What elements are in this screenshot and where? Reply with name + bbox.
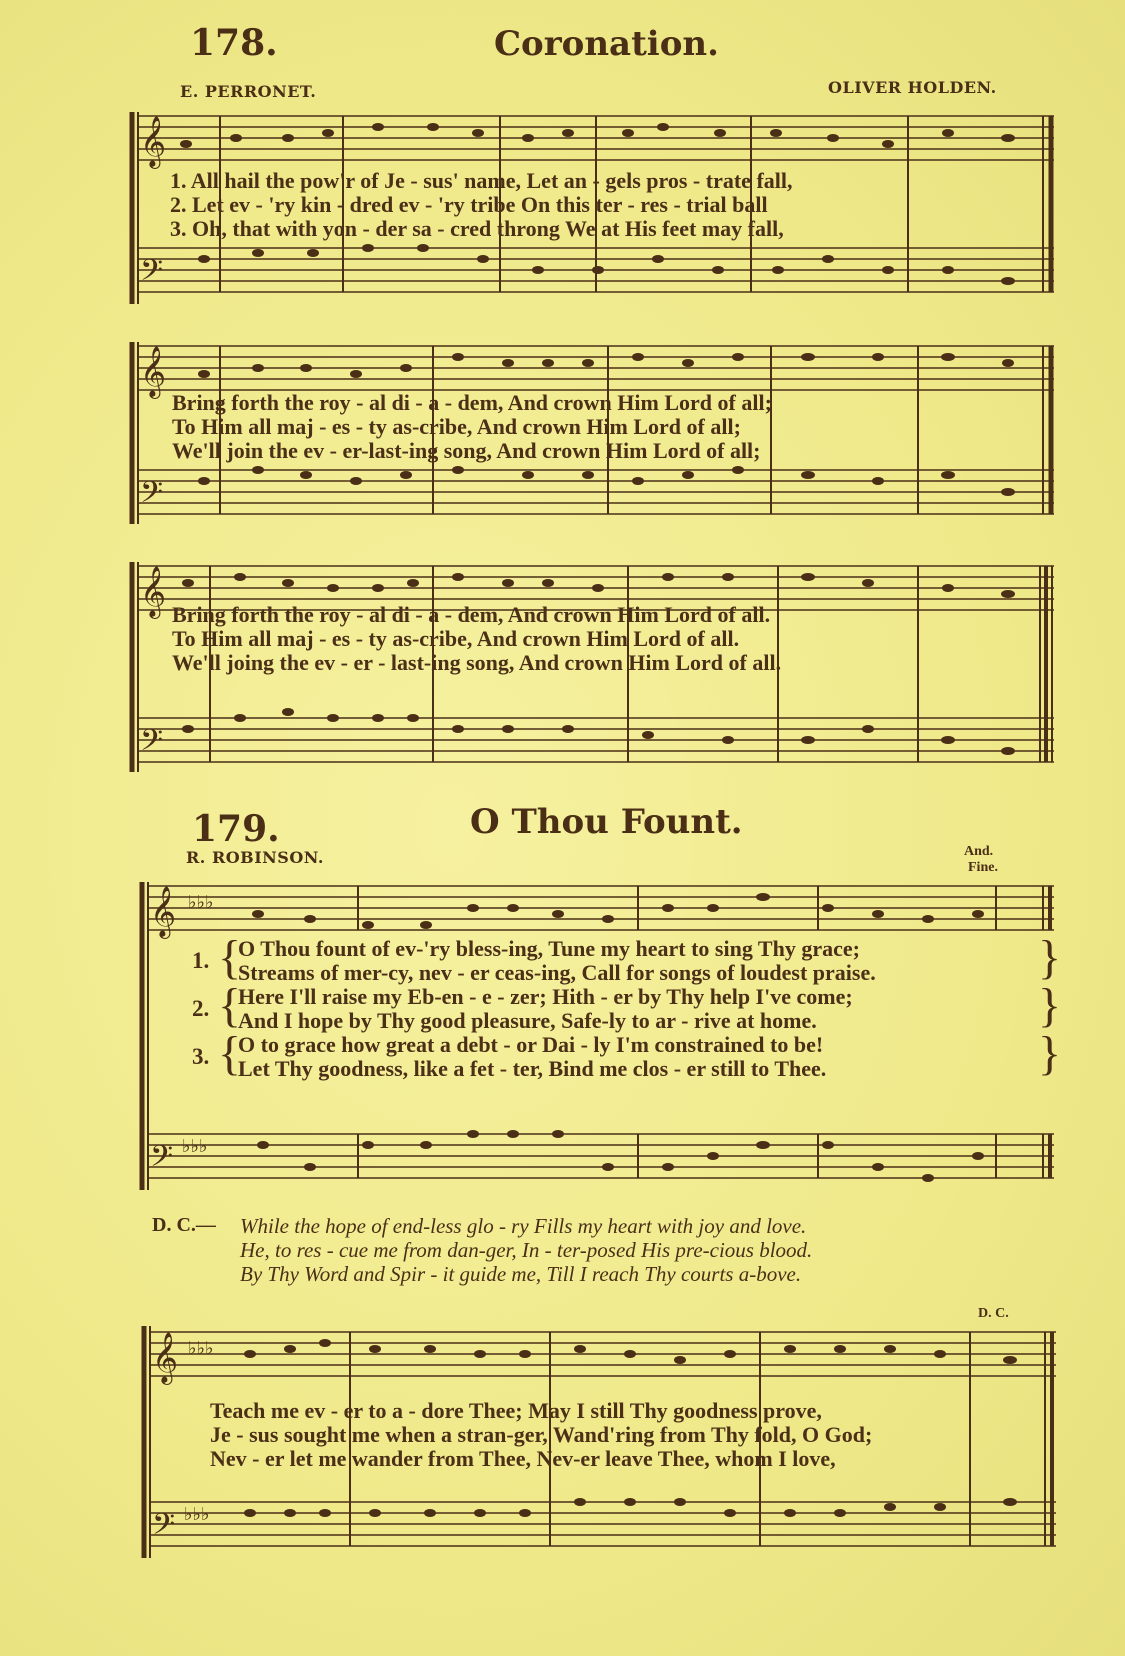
lyric-line: O Thou fount of ev-'ry bless-ing, Tune my heart to sing Thy grace; [238, 936, 860, 961]
dc-label: D. C.— [152, 1214, 216, 1236]
hymn-author: R. ROBINSON. [186, 848, 324, 867]
verse-brace-right: } [1038, 979, 1062, 1032]
lyric-line: We'll joing the ev - er - last-ing song, And crown Him Lord of all. [172, 650, 782, 675]
verse-brace-left: { [218, 1027, 242, 1080]
svg-text:𝄞: 𝄞 [150, 886, 177, 937]
lyric-line: To Him all maj - es - ty as-cribe, And crown Him Lord of all. [172, 626, 740, 651]
fine-mark: Fine. [968, 860, 998, 875]
lyric-line: O to grace how great a debt - or Dai - ly I'm constrained to be! [238, 1032, 824, 1057]
verse-brace-left: { [218, 931, 242, 984]
svg-text:𝄞: 𝄞 [140, 346, 167, 397]
svg-text:𝄢: 𝄢 [140, 724, 164, 765]
svg-text:𝄞: 𝄞 [140, 566, 167, 617]
verse-brace-right: } [1038, 931, 1062, 984]
svg-text:♭♭♭: ♭♭♭ [188, 892, 214, 913]
lyric-line: Teach me ev - er to a - dore Thee; May I still Thy goodness prove, [210, 1398, 822, 1423]
lyric-line: 1. All hail the pow'r of Je - sus' name, Let an - gels pros - trate fall, [170, 168, 793, 193]
svg-text:♭♭♭: ♭♭♭ [182, 1136, 208, 1157]
lyric-line: Streams of mer-cy, nev - er ceas-ing, Call for songs of loudest praise. [238, 960, 876, 985]
verse-brace-left: { [218, 979, 242, 1032]
tempo-mark: And. [964, 844, 994, 859]
svg-text:𝄢: 𝄢 [150, 1140, 174, 1181]
lyric-line: 2. Let ev - 'ry kin - dred ev - 'ry tribe On this ter - res - trial ball [170, 192, 768, 217]
hymn-title: Coronation. [494, 24, 719, 64]
dc-lyric-line: He, to res - cue me from dan-ger, In - ter-posed His pre-cious blood. [240, 1238, 813, 1262]
lyric-line: To Him all maj - es - ty as-cribe, And crown Him Lord of all; [172, 414, 741, 439]
lyric-line: Let Thy goodness, like a fet - ter, Bind me clos - er still to Thee. [238, 1056, 827, 1081]
dc-mark: D. C. [978, 1306, 1009, 1321]
lyric-line: Nev - er let me wander from Thee, Nev-er leave Thee, whom I love, [210, 1446, 836, 1471]
verse-number: 1. [192, 948, 210, 973]
svg-text:𝄢: 𝄢 [140, 254, 164, 295]
dc-lyric-line: While the hope of end-less glo - ry Fills my heart with joy and love. [240, 1214, 807, 1238]
lyric-line: 3. Oh, that with yon - der sa - cred throng We at His feet may fall, [170, 216, 784, 241]
svg-text:𝄞: 𝄞 [140, 116, 167, 167]
svg-text:♭♭♭: ♭♭♭ [188, 1338, 214, 1359]
dc-lyric-line: By Thy Word and Spir - it guide me, Till I reach Thy courts a-bove. [240, 1262, 802, 1286]
lyric-line: And I hope by Thy good pleasure, Safe-ly to ar - rive at home. [238, 1008, 817, 1033]
verse-number: 2. [192, 996, 210, 1021]
lyric-line: Je - sus sought me when a stran-ger, Wand'ring from Thy fold, O God; [210, 1422, 873, 1447]
lyric-line: Bring forth the roy - al di - a - dem, And crown Him Lord of all; [172, 390, 772, 415]
hymn-title: O Thou Fount. [470, 802, 743, 842]
hymn-number: 178. [190, 22, 278, 64]
hymn-author: E. PERRONET. [180, 82, 317, 101]
lyric-line: Here I'll raise my Eb-en - e - zer; Hith - er by Thy help I've come; [238, 984, 853, 1009]
svg-text:𝄢: 𝄢 [152, 1508, 176, 1549]
svg-text:𝄢: 𝄢 [140, 476, 164, 517]
verse-brace-right: } [1038, 1027, 1062, 1080]
hymn-number: 179. [192, 808, 280, 850]
lyric-line: We'll join the ev - er-last-ing song, And crown Him Lord of all; [172, 438, 761, 463]
hymn-composer: OLIVER HOLDEN. [828, 78, 997, 97]
svg-text:♭♭♭: ♭♭♭ [184, 1504, 210, 1525]
lyric-line: Bring forth the roy - al di - a - dem, And crown Him Lord of all. [172, 602, 771, 627]
verse-number: 3. [192, 1044, 210, 1069]
svg-text:𝄞: 𝄞 [152, 1332, 179, 1383]
